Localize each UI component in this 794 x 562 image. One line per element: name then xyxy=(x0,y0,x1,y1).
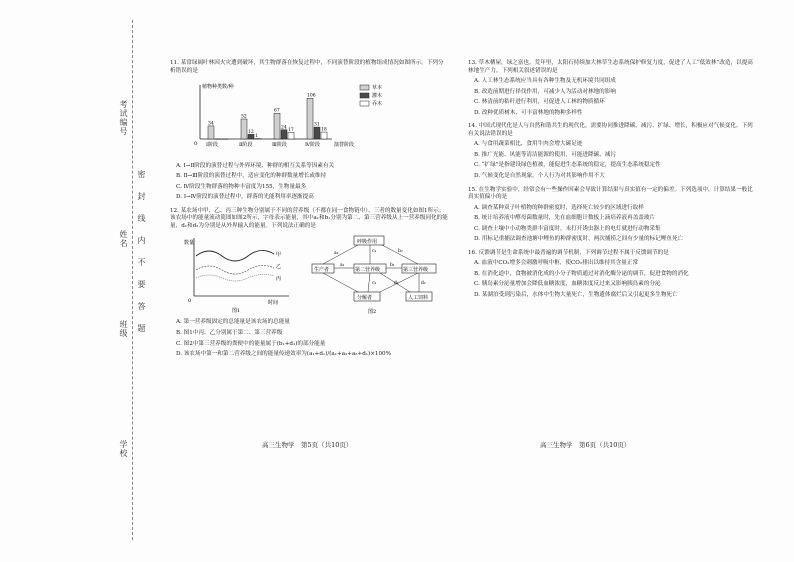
legend-label: 乔木 xyxy=(372,101,383,108)
binding-margin xyxy=(0,0,160,562)
fig1-xlabel: 时间 xyxy=(268,300,279,307)
q12-option: D. 该农场中第一和第二营养级之间的能量传递效率为(a₁+d₁)/(a₁+a₂+a₃+d₁)×100% xyxy=(176,351,391,358)
category-tick-label: Ⅲ阶段 xyxy=(272,142,287,149)
bar xyxy=(208,126,214,139)
bar xyxy=(248,134,254,139)
bar-value-label: 24 xyxy=(281,125,287,131)
q14-option: B. 推广光能、风能等清洁能源的使用，可能进降碳、减污 xyxy=(474,151,616,158)
left-column xyxy=(170,60,448,365)
seal-line-word: 内 xyxy=(137,236,146,245)
footer-right: 高三生物学 第6页（共10页） xyxy=(540,441,631,449)
bar-chart-svg xyxy=(182,81,412,153)
x-axis-label: 演替阶段 xyxy=(334,142,355,149)
curve-yi xyxy=(196,266,274,275)
question-13-text: 13. 草木栖屋，绿之富也。荒年里，太阳石持续加大林草生态系统保护修复力度，促进了人工“低效林”改造，以提高林地生产力。下列相关叙述错误的是 xyxy=(468,60,753,74)
curve-jia xyxy=(196,251,274,262)
node-third-level-label: 第三营养级 xyxy=(403,267,429,274)
bar-value-label: 34 xyxy=(208,121,214,127)
right-column xyxy=(468,60,758,306)
category-tick-label: Ⅰ阶段 xyxy=(206,142,218,149)
exam-number-label: 考试编号 xyxy=(119,100,128,136)
q11-option: D. Ⅰ→Ⅳ阶段的演替过程中，群落的光能利用率逐渐提高 xyxy=(176,194,314,201)
question-13 xyxy=(468,60,758,117)
arrow-label-a1: a₁ xyxy=(340,263,345,269)
q15-option: B. 统计培养液中酵母菌数量时，先在血细胞计数板上滴培养液再盖盖玻片 xyxy=(474,215,656,222)
q13-option: D. 改种优质树木，可丰富林地的物种多样性 xyxy=(474,109,583,116)
question-13-options xyxy=(468,78,758,117)
q11-option: B. Ⅱ→Ⅲ阶段的演替过程中，适应变化的种群数量增长或维持 xyxy=(176,173,327,180)
seal-line-word: 线 xyxy=(137,214,146,223)
q15-option: D. 用标记重捕法调查池塘中鲤鱼的种群密度时，两次捕捞之间有少量的标记鲤鱼死亡 xyxy=(474,236,684,243)
q12-option: B. 图1中丙、乙分别属于第二、第三营养级 xyxy=(176,330,283,337)
origin-label: 0 xyxy=(194,141,198,148)
arrow-producer-respiration xyxy=(323,245,358,264)
arrow-third-respiration xyxy=(382,245,418,264)
arrow-third-decomposer xyxy=(380,273,418,292)
bar-value-label: 52 xyxy=(241,114,247,120)
question-12-options xyxy=(170,319,448,358)
question-11 xyxy=(170,60,448,202)
bar xyxy=(321,132,327,139)
fig1-origin: 0 xyxy=(188,298,192,305)
q15-option: C. 调查土壤中小动物类群丰富度时，未打开诱虫器上的电灯就进行动物采集 xyxy=(474,225,661,232)
q11-option: C. Ⅳ阶段生物群落的物种丰富度为155，生物量最多 xyxy=(176,183,307,190)
seal-line-word: 不 xyxy=(137,258,146,267)
arrow-label-c2: c₂ xyxy=(372,281,377,287)
question-14 xyxy=(468,123,758,180)
question-15 xyxy=(468,187,758,244)
school-label: 学校 xyxy=(119,440,128,458)
bar xyxy=(281,130,287,139)
arrow-second-decomposer xyxy=(368,273,370,292)
node-second-level-label: 第二营养级 xyxy=(355,267,381,274)
arrow-label-c1: c₁ xyxy=(372,249,377,255)
arrow-label-a2: a₂ xyxy=(334,251,339,257)
bar-value-label: 17 xyxy=(288,128,294,134)
name-label: 姓名 xyxy=(119,230,128,248)
class-label: 班级 xyxy=(119,320,128,338)
figure-2-energy-flow xyxy=(310,234,440,316)
curve-bing xyxy=(196,275,274,282)
q16-option: D. 某湖泊受到污染后，水体中生物大量死亡，生物遗体腐烂后又引起更多生物死亡 xyxy=(474,292,678,299)
q14-option: D. 气候变化是自然现象，个人行为对其影响作用不大 xyxy=(474,173,605,180)
seal-line-word: 要 xyxy=(137,280,146,289)
category-tick-label: Ⅱ阶段 xyxy=(239,142,253,149)
question-14-text: 14. 中国式现代化是人与自然和谐共生的现代化，需要协同推进降碳、减污、扩绿、增长，积极应对气候变化。下列有关说法错误的是 xyxy=(468,123,753,137)
fig1-label-jia: 甲 xyxy=(276,252,282,259)
arrow-producer-decomposer xyxy=(323,273,358,292)
question-11-text: 11. 某常绿阔叶林因火灾遭到破坏，其生物群落在恢复过程中，不同演替阶段的植物组成情况如图所示。下列分析错误的是 xyxy=(170,60,444,74)
question-14-options xyxy=(468,141,758,180)
legend-swatch xyxy=(360,93,369,98)
footer-left: 高三生物学 第5页（共10页） xyxy=(262,441,353,449)
arrow-label-b1: b₁ xyxy=(390,263,395,269)
question-12 xyxy=(170,208,448,359)
q12-option: A. 第一营养级固定的总能量是该农场的总能量 xyxy=(176,319,290,326)
node-producer-label: 生产者 xyxy=(314,267,330,274)
question-16-options xyxy=(468,260,758,299)
q13-option: B. 改造前期进行择伐作用，可减少人为活动对林地的影响 xyxy=(474,88,616,95)
q12-option: C. 图2中第三营养级的粪便中的能量属于(b₁+d₁)的部分能量 xyxy=(176,340,326,347)
bar xyxy=(274,113,280,139)
node-decomposer-label: 分解者 xyxy=(357,295,373,302)
arrow-label-d2: d₂ xyxy=(421,281,426,287)
seal-line xyxy=(132,20,133,540)
succession-bar-chart xyxy=(182,81,448,157)
q14-option: C. “扩绿”是指建设绿色植被，能促进生态系统的稳定，提高生态系统稳定性 xyxy=(474,162,661,169)
fig2-caption: 图2 xyxy=(368,309,377,316)
bar xyxy=(314,127,320,139)
question-11-options xyxy=(170,163,448,202)
node-artificial-feed-label: 人工饲料 xyxy=(408,295,429,302)
seal-line-word: 密 xyxy=(137,170,146,179)
legend-swatch xyxy=(360,85,369,90)
fig1-ylabel: 数量 xyxy=(184,240,195,247)
question-16 xyxy=(468,250,758,300)
bar xyxy=(241,119,247,139)
q11-option: A. Ⅰ→Ⅱ阶段的演替过程与外界环境、种群的相互关系等因素有关 xyxy=(176,162,335,169)
q15-option: A. 调查某种双子叶植物的种群密度时，选择死亡较少的区域进行取样 xyxy=(474,204,644,211)
q16-option: C. 胰岛素分泌量增加会降低血糖浓度，血糖浓度反过来又影响胰岛素的分泌 xyxy=(474,281,661,288)
seal-line-word: 答 xyxy=(137,302,146,311)
q14-option: A. 与食用蔬菜相比，食用牛肉会增大碳足迹 xyxy=(474,141,583,148)
q16-option: A. 血液中CO₂增多会刺激呼吸中枢，使CO₂排出以维持其含量正常 xyxy=(474,260,639,267)
bar-value-label: 1 xyxy=(255,134,258,140)
bar-value-label: 31 xyxy=(314,122,320,128)
bar xyxy=(288,133,294,140)
fig1-label-yi: 乙 xyxy=(276,264,282,271)
figure-1-population-curves xyxy=(184,234,294,314)
question-15-text: 15. 在生物学实验中，经常会有一些操作因素会导致计算结果与真实值有一定的偏差。下列选项中，计算结果一般比真实值偏小的是 xyxy=(468,186,753,201)
arrow-label-b2: b₂ xyxy=(398,249,403,255)
seal-line-word: 题 xyxy=(137,324,146,333)
q13-option: C. 林清前的秸秆进行利用，可促进人工林的物质循环 xyxy=(474,99,605,106)
legend-swatch xyxy=(360,101,369,106)
fig1-label-bing: 丙 xyxy=(276,276,282,283)
question-12-figures xyxy=(170,234,448,316)
bar-value-label: 12 xyxy=(248,129,254,135)
bar-value-label: 106 xyxy=(307,93,316,99)
arrow-label-d1: d₁ xyxy=(394,281,399,287)
seal-line-word: 封 xyxy=(137,192,146,201)
legend-label: 草本 xyxy=(372,85,383,92)
bar-value-label: 18 xyxy=(321,127,327,133)
question-12-text: 12. 某农场中甲、乙、丙三种生物分别属于不同的营养级（不都在同一食物链中），三者的数量变化如图1所示；该农场中的能量流动简图如图2所示，字母表示能量，其中a₁和b₁分别为第二、第三营养级从上一营养级同化的能量，d₁和d₂为分别是从外界输入的能量。下列说法正确的是 xyxy=(170,207,448,229)
node-respiration-label: 呼吸作用 xyxy=(357,239,378,246)
question-15-options xyxy=(468,205,758,244)
legend-label: 灌木 xyxy=(372,93,383,100)
fig1-caption: 图1 xyxy=(232,308,241,315)
bar-value-label: 67 xyxy=(274,108,280,114)
bar xyxy=(307,98,313,139)
category-tick-label: Ⅳ阶段 xyxy=(305,142,320,149)
q13-option: A. 人工林生态系统应当具有各种生物及无机环境共同组成 xyxy=(474,78,616,85)
question-16-text: 16. 反馈调节是生命系统中最普遍的调节机制，下列调节过程不属于反馈调节的是 xyxy=(468,249,669,256)
y-axis-label: 植物种类数/种 xyxy=(202,84,234,91)
q16-option: B. 在消化道中，食物被消化成的小分子物质通过对消化酶分泌的调节，促进食物的消化 xyxy=(474,270,689,277)
